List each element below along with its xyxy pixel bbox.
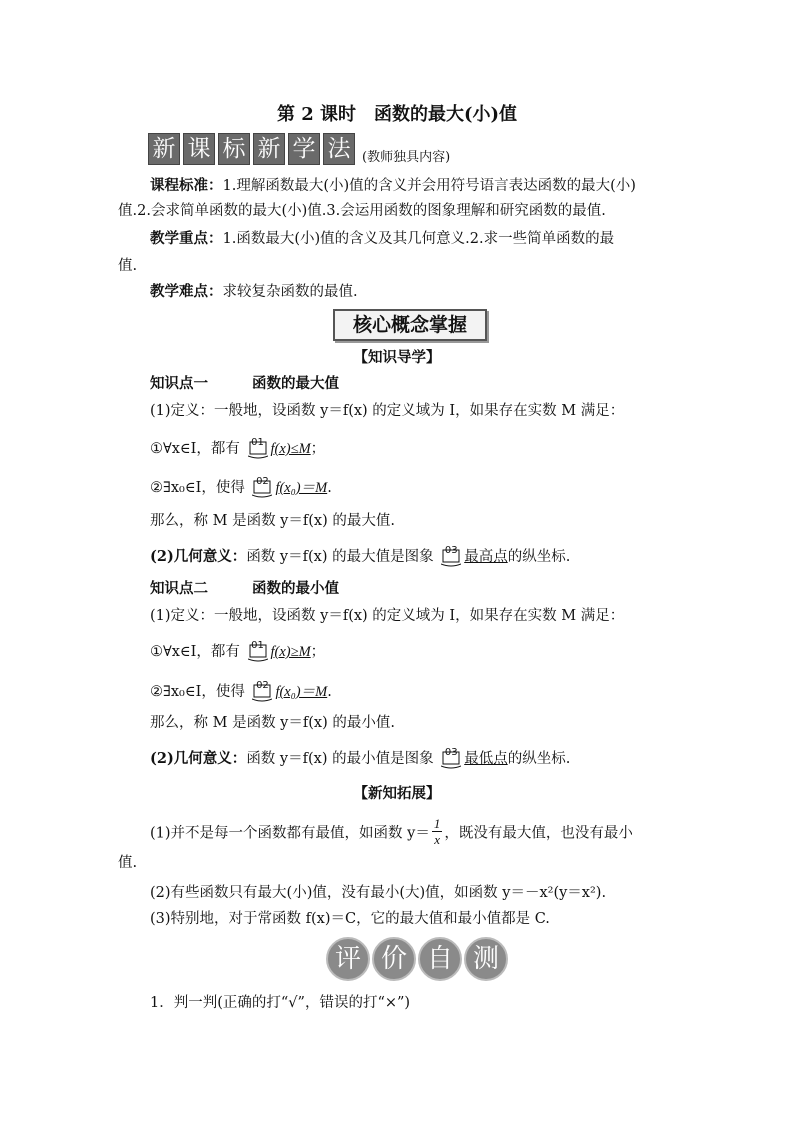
blank-number-icon: 01 [248,640,268,662]
key-line2: 值. [118,258,138,274]
answer-fill: 最高点 [464,549,508,565]
kp1-heading: 知识点一 函数的最大值 [150,375,339,392]
fraction: $\frac{1}{x}$ [433,816,441,847]
difficulty-line: 教学难点：求较复杂函数的最值. [150,283,358,300]
banner-char: 标 [218,133,250,165]
expand-heading: 【新知拓展】 [353,785,441,802]
banner-char: 测 [464,937,508,981]
expand-p3: (3)特别地，对于常函数 f(x)＝C，它的最大值和最小值都是 C. [150,911,550,927]
core-concept-box: 核心概念掌握 [333,309,487,341]
kp1-cond1: ①∀x∈I，都有 01 f(x)≤M； [150,437,326,457]
kp2-cond1: ①∀x∈I，都有 01 f(x)≥M； [150,640,326,660]
answer-fill: f(x₀)＝M [275,480,328,496]
expand-p1-cont: 值. [118,855,138,871]
blank-number-icon: 03 [441,747,461,769]
expand-p2: (2)有些函数只有最大(小)值，没有最小(大)值，如函数 y＝－x²(y＝x²). [150,885,607,901]
answer-fill: 最低点 [464,751,508,767]
kp2-heading: 知识点二 函数的最小值 [150,580,339,597]
banner-char: 新 [148,133,180,165]
blank-number-icon: 01 [248,437,268,459]
banner-char: 法 [323,133,355,165]
page-title: 第 2 课时 函数的最大(小)值 [276,104,518,125]
banner-char: 新 [253,133,285,165]
teacher-note: (教师独具内容) [362,150,451,165]
kp1-geometric: (2)几何意义：函数 y＝f(x) 的最大值是图象 03 最高点的纵坐标. [150,545,571,565]
banner-char: 课 [183,133,215,165]
kp1-then: 那么，称 M 是函数 y＝f(x) 的最大值. [150,513,395,529]
answer-fill: f(x)≤M [270,441,311,457]
banner-char: 自 [418,937,462,981]
guide-heading: 【知识导学】 [353,349,441,366]
expand-p1: (1)并不是每一个函数都有最值，如函数 y＝ $\frac{1}{x}$ ，既没有最大值，也没有最小 [150,816,633,847]
banner-char: 学 [288,133,320,165]
kp2-definition: (1)定义：一般地，设函数 y＝f(x) 的定义域为 I，如果存在实数 M 满足： [150,608,625,624]
kp1-cond2: ②∃x₀∈I，使得 02 f(x₀)＝M. [150,476,332,496]
kp1-definition: (1)定义：一般地，设函数 y＝f(x) 的定义域为 I，如果存在实数 M 满足： [150,403,625,419]
standard-line2: 值.2.会求简单函数的最大(小)值.3.会运用函数的图象理解和研究函数的最值. [118,203,606,219]
question-1: 1．判一判(正确的打“√”，错误的打“×”) [150,995,411,1011]
banner-char: 价 [372,937,416,981]
self-evaluation-banner [326,937,508,981]
kp2-cond2: ②∃x₀∈I，使得 02 f(x₀)＝M. [150,680,332,700]
blank-number-icon: 03 [441,545,461,567]
kp2-then: 那么，称 M 是函数 y＝f(x) 的最小值. [150,715,395,731]
key-line1: 教学重点：1.函数最大(小)值的含义及其几何意义.2.求一些简单函数的最 [150,230,615,247]
new-curriculum-banner [148,133,450,165]
kp2-geometric: (2)几何意义：函数 y＝f(x) 的最小值是图象 03 最低点的纵坐标. [150,747,571,767]
answer-fill: f(x)≥M [270,644,311,660]
banner-char: 评 [326,937,370,981]
blank-number-icon: 02 [252,680,272,702]
answer-fill: f(x₀)＝M [275,684,328,700]
standard-line1: 课程标准：1.理解函数最大(小)值的含义并会用符号语言表达函数的最大(小) [150,177,636,194]
blank-number-icon: 02 [252,476,272,498]
